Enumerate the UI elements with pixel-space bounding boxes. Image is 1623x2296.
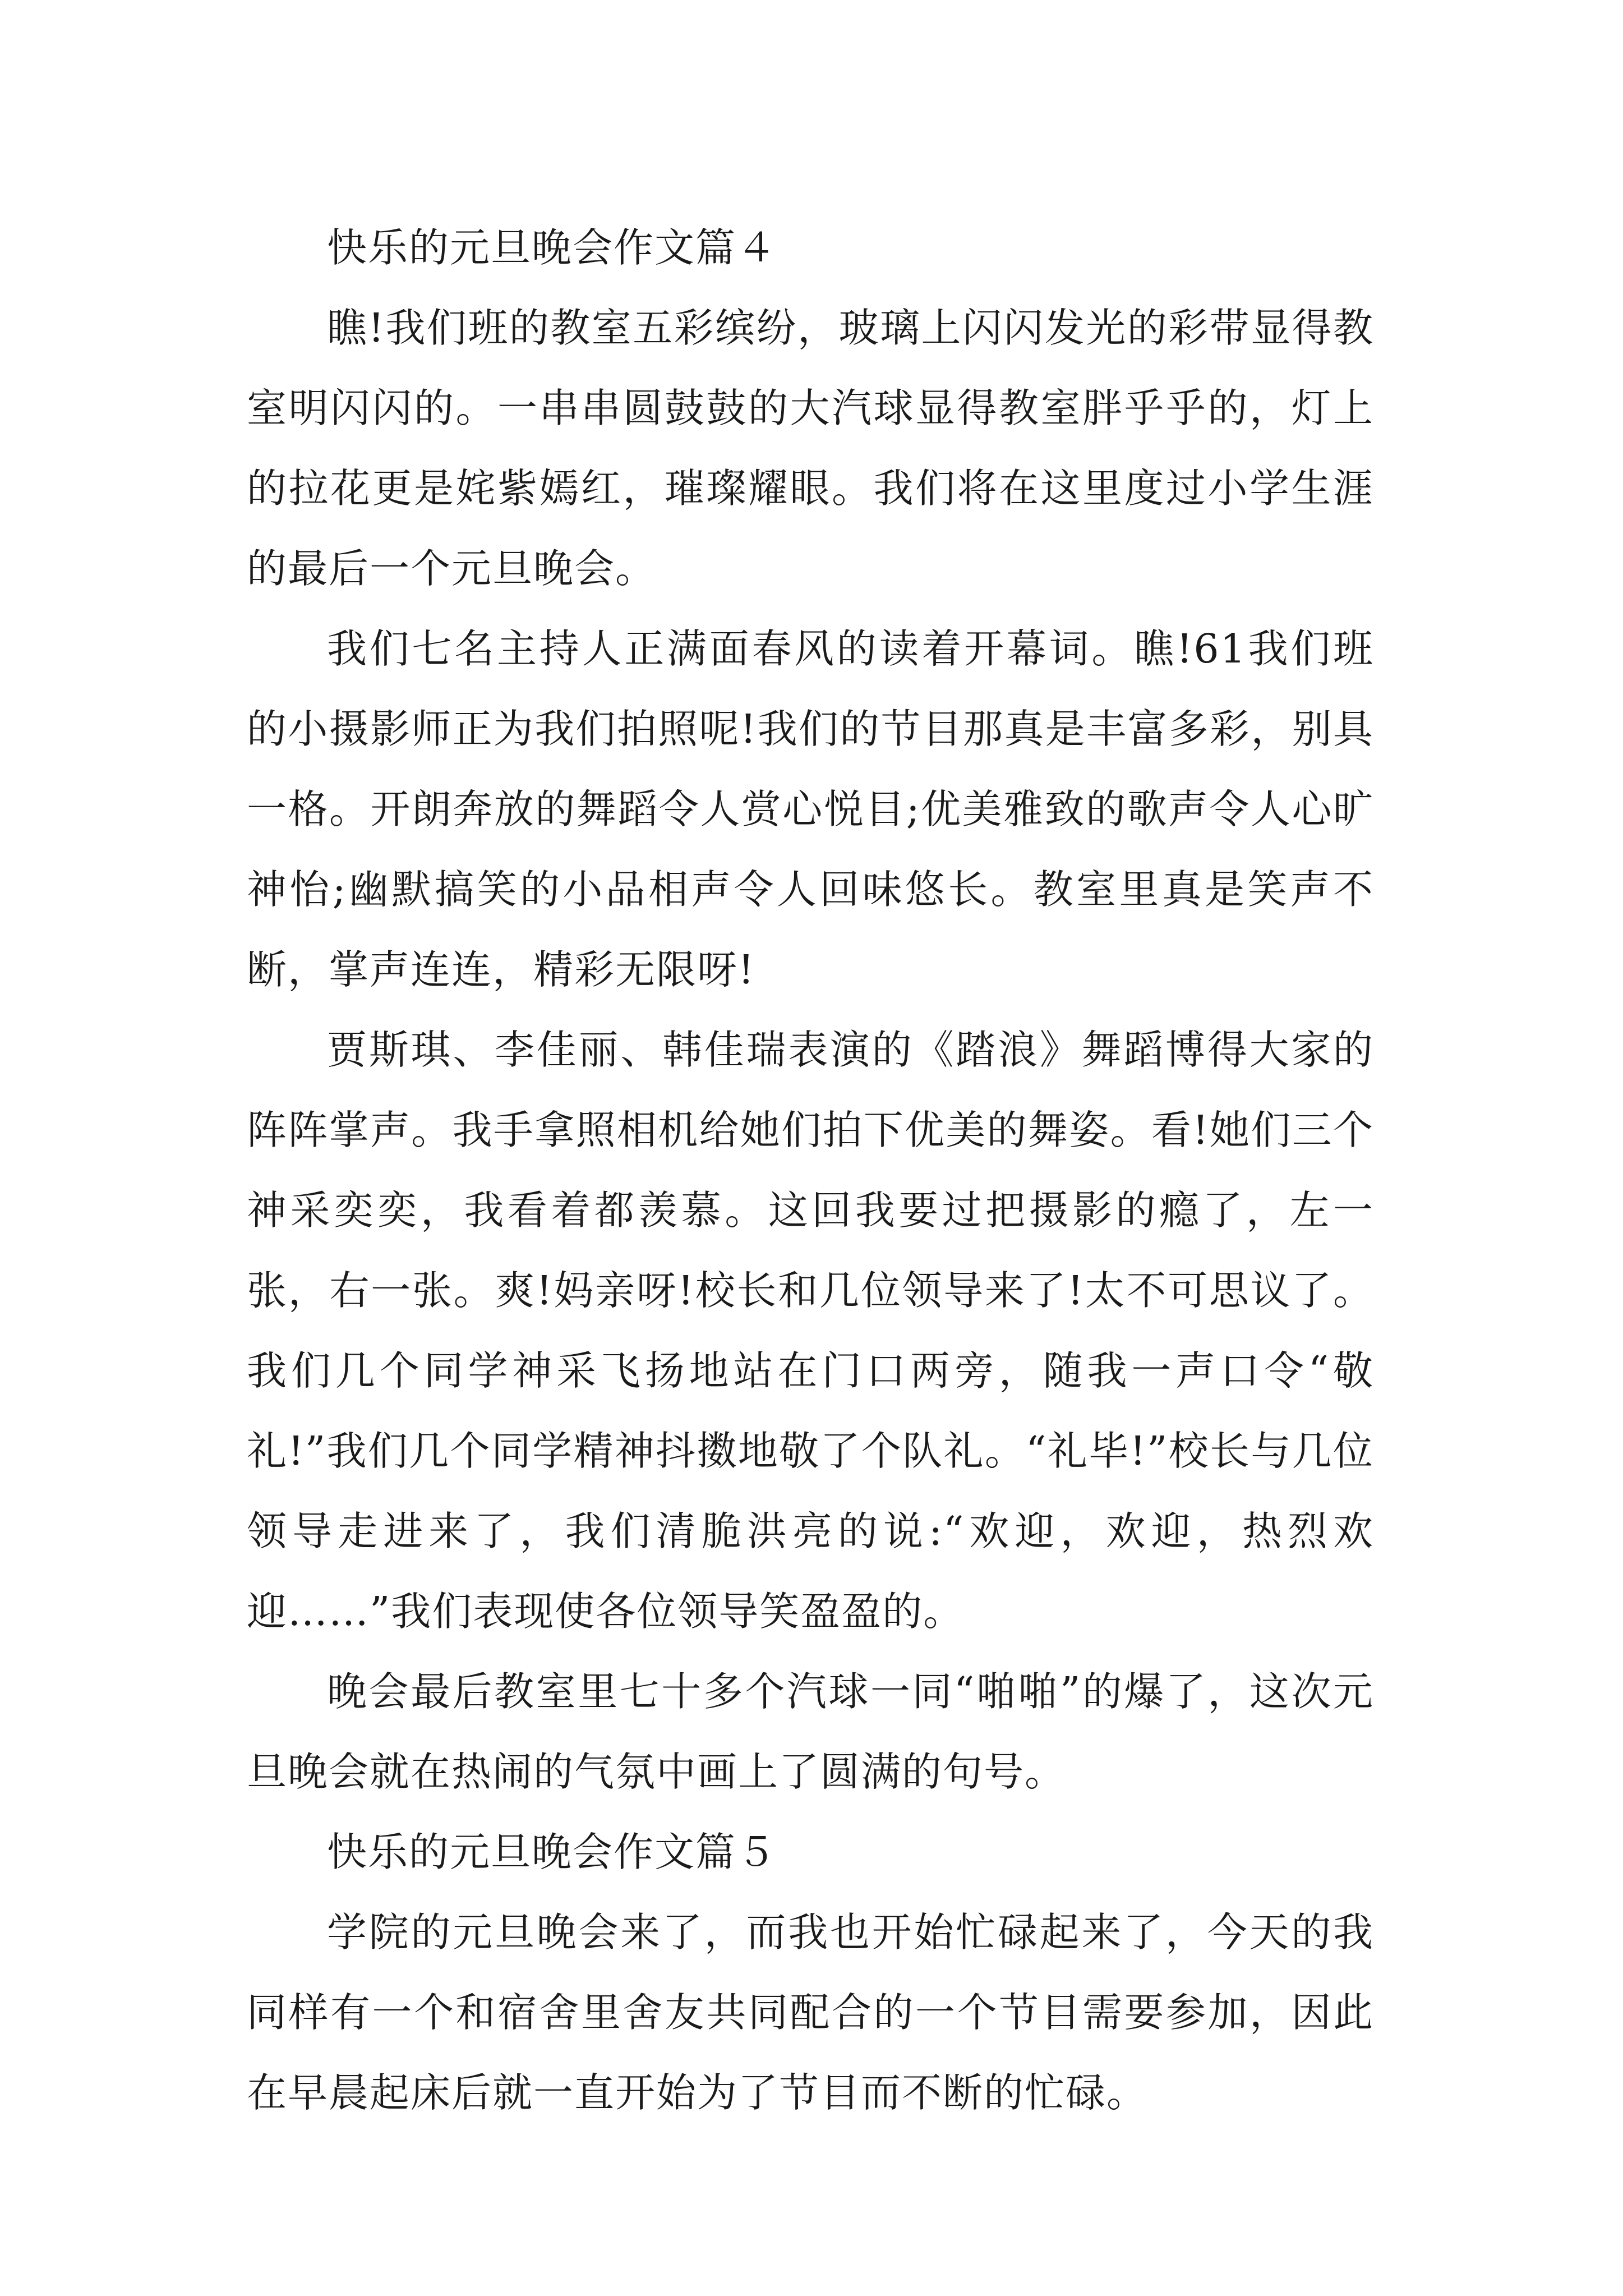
document-body: [247, 208, 1374, 2133]
paragraph-3: 贾斯琪、李佳丽、韩佳瑞表演的《踏浪》舞蹈博得大家的阵阵掌声。我手拿照相机给她们拍下优美的舞姿。看!她们三个神采奕奕，我看着都羡慕。这回我要过把摄影的瘾了，左一张，右一张。爽!妈亲呀!校长和几位领导来了!太不可思议了。我们几个同学神采飞扬地站在门口两旁，随我一声口令“敬礼!”我们几个同学精神抖擞地敬了个队礼。“礼毕!”校长与几位领导走进来了，我们清脆洪亮的说:“欢迎，欢迎，热烈欢迎……”我们表现使各位领导笑盈盈的。: [247, 1027, 1374, 1635]
paragraph-1: 瞧!我们班的教室五彩缤纷，玻璃上闪闪发光的彩带显得教室明闪闪的。一串串圆鼓鼓的大汽球显得教室胖乎乎的，灯上的拉花更是姹紫嫣红，璀璨耀眼。我们将在这里度过小学生涯的最后一个元旦晚会。: [247, 305, 1374, 592]
paragraph-2: 我们七名主持人正满面春风的读着开幕词。瞧!61我们班的小摄影师正为我们拍照呢!我们的节目那真是丰富多彩，别具一格。开朗奔放的舞蹈令人赏心悦目;优美雅致的歌声令人心旷神怡;幽默搞笑的小品相声令人回味悠长。教室里真是笑声不断，掌声连连，精彩无限呀!: [247, 625, 1374, 993]
paragraph-4: 晚会最后教室里七十多个汽球一同“啪啪”的爆了，这次元旦晚会就在热闹的气氛中画上了圆满的句号。: [247, 1668, 1374, 1795]
paragraph-5: 学院的元旦晚会来了，而我也开始忙碌起来了，今天的我同样有一个和宿舍里舍友共同配合的一个节目需要参加，因此在早晨起床后就一直开始为了节目而不断的忙碌。: [247, 1909, 1374, 2116]
section-heading-5: 快乐的元旦晚会作文篇５: [327, 1829, 778, 1875]
section-heading-4: 快乐的元旦晚会作文篇４: [327, 224, 778, 271]
